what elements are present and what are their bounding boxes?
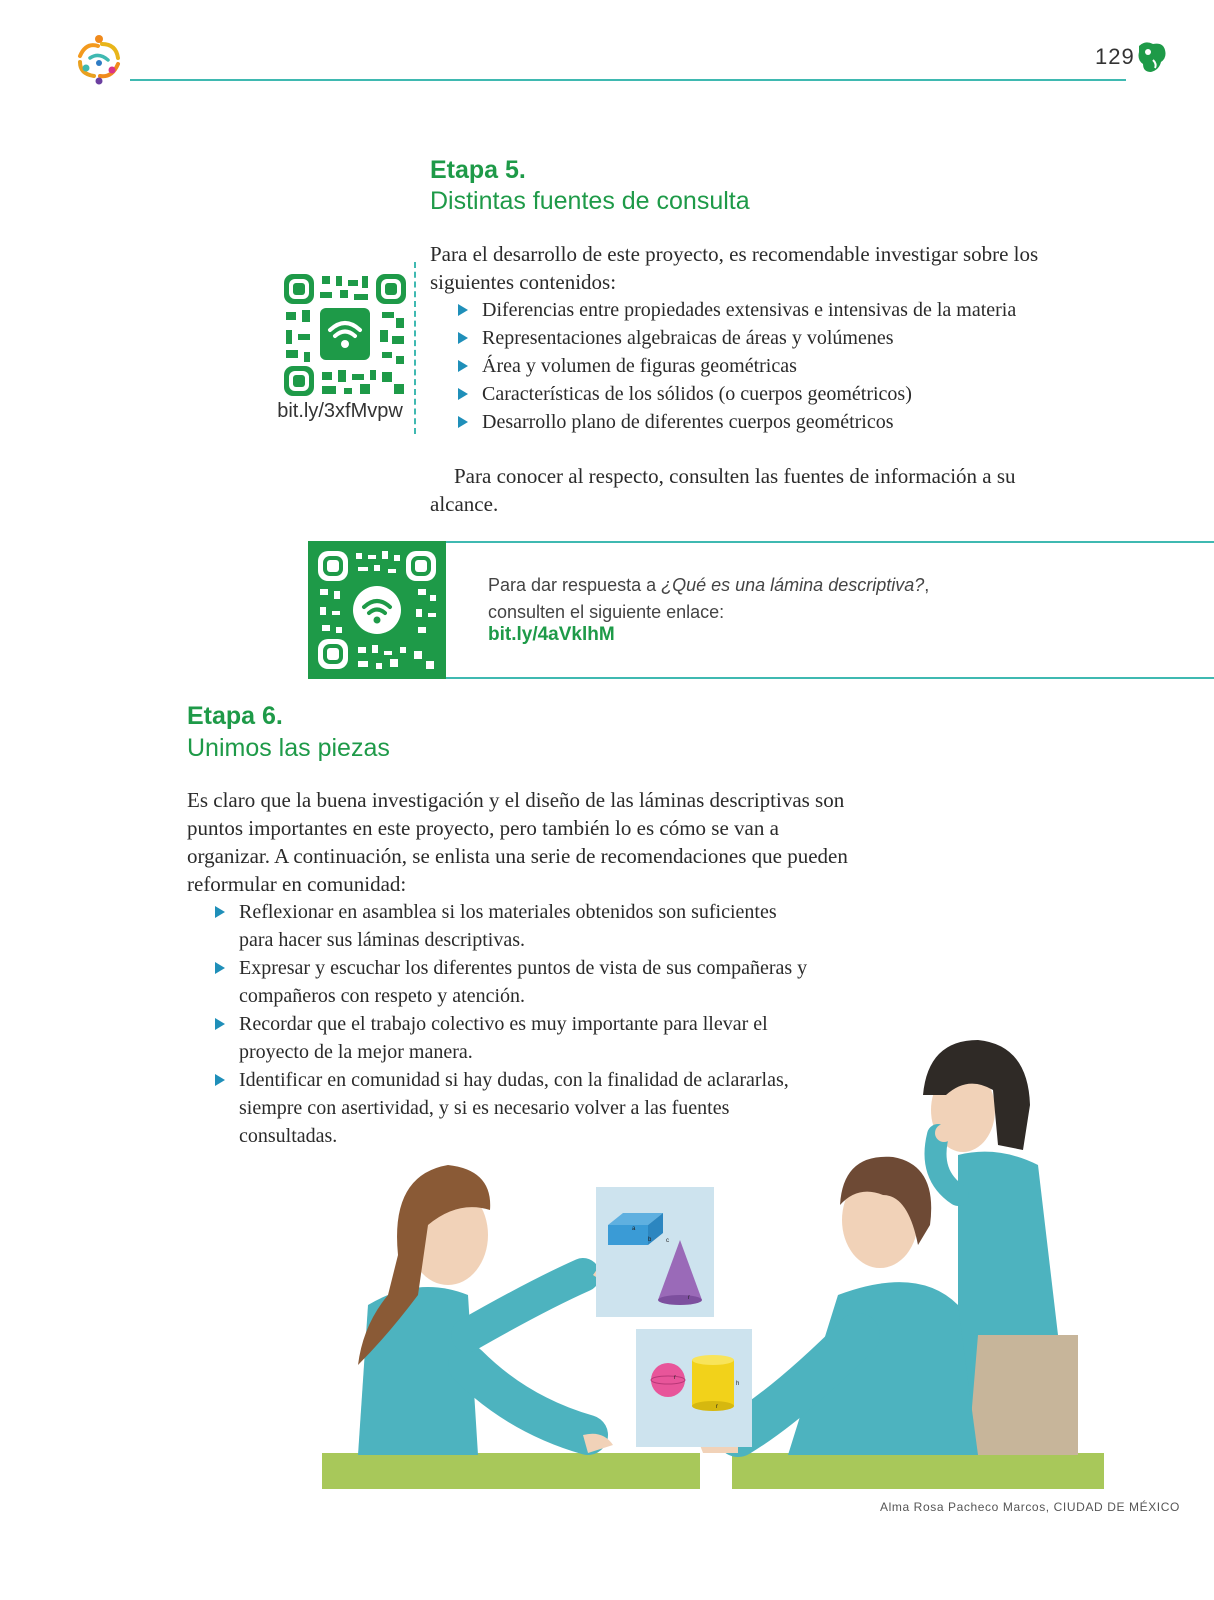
link-box: [308, 541, 1214, 679]
list-item: Expresar y escuchar los diferentes puntos de vista de sus compañeras y compañeros con respeto y atención.: [211, 954, 811, 1010]
stage5-intro: Para el desarrollo de este proyecto, es recomendable investigar sobre los siguientes contenidos:: [430, 242, 1039, 294]
corner-emblem-icon: [1135, 40, 1167, 74]
bullet-icon: [215, 906, 225, 918]
svg-text:c: c: [666, 1238, 669, 1244]
list-item: Área y volumen de figuras geométricas: [454, 352, 1074, 380]
svg-text:r: r: [716, 1404, 718, 1410]
stage5-number: Etapa 5.: [430, 156, 526, 184]
qr-code-icon[interactable]: [308, 541, 446, 679]
svg-text:r: r: [674, 1375, 676, 1381]
link-box-text: Para dar respuesta a ¿Qué es una lámina descriptiva?, consulten el siguiente enlace:: [488, 575, 930, 622]
stage5-title: Distintas fuentes de consulta: [430, 187, 750, 215]
qr-code-icon[interactable]: [282, 272, 408, 398]
stage6-number: Etapa 6.: [187, 702, 283, 730]
list-item: Identificar en comunidad si hay dudas, con la finalidad de aclararlas, siempre con asertividad, y si es necesario volver a las fuentes consultadas.: [211, 1066, 811, 1150]
qr-panel: [308, 541, 446, 679]
dashed-divider: [414, 262, 416, 434]
box-border-bottom: [446, 677, 1214, 679]
bullet-icon: [215, 1018, 225, 1030]
list-item: Recordar que el trabajo colectivo es muy importante para llevar el proyecto de la mejor manera.: [211, 1010, 811, 1066]
community-logo-icon: [72, 32, 126, 86]
stage5-list: [454, 296, 1074, 436]
bullet-icon: [215, 1074, 225, 1086]
list-item: Diferencias entre propiedades extensivas e intensivas de la materia: [454, 296, 1074, 324]
list-item: Reflexionar en asamblea si los materiales obtenidos son suficientes para hacer sus láminas descriptivas.: [211, 898, 811, 954]
link-url[interactable]: bit.ly/4aVklhM: [488, 624, 615, 645]
students-illustration: [318, 1035, 1108, 1493]
list-item: Desarrollo plano de diferentes cuerpos geométricos: [454, 408, 1074, 436]
qr-link-text[interactable]: bit.ly/3xfMvpw: [277, 400, 403, 422]
stage5-closing: Para conocer al respecto, consulten las fuentes de información a su alcance.: [430, 464, 1016, 516]
svg-text:a: a: [632, 1226, 636, 1232]
bullet-icon: [458, 416, 468, 428]
svg-text:b: b: [648, 1237, 652, 1243]
page-number: 129: [1095, 44, 1135, 69]
svg-text:h: h: [736, 1381, 740, 1387]
header-divider: [130, 79, 1126, 81]
bullet-icon: [215, 962, 225, 974]
bullet-icon: [458, 388, 468, 400]
bullet-icon: [458, 332, 468, 344]
bullet-icon: [458, 360, 468, 372]
box-border-top: [446, 541, 1214, 543]
svg-text:r: r: [688, 1295, 690, 1301]
list-item: Características de los sólidos (o cuerpos geométricos): [454, 380, 1074, 408]
stage6-title: Unimos las piezas: [187, 734, 390, 762]
list-item: Representaciones algebraicas de áreas y volúmenes: [454, 324, 1074, 352]
stage6-intro: Es claro que la buena investigación y el diseño de las láminas descriptivas son puntos importantes en este proyecto, pero también lo es cómo se van a organizar. A continuación, se enlista una serie de recomendaciones que pueden reformular en comunidad:: [187, 788, 848, 896]
illustration-credit: Alma Rosa Pacheco Marcos, CIUDAD DE MÉXICO: [880, 1500, 1180, 1514]
bullet-icon: [458, 304, 468, 316]
